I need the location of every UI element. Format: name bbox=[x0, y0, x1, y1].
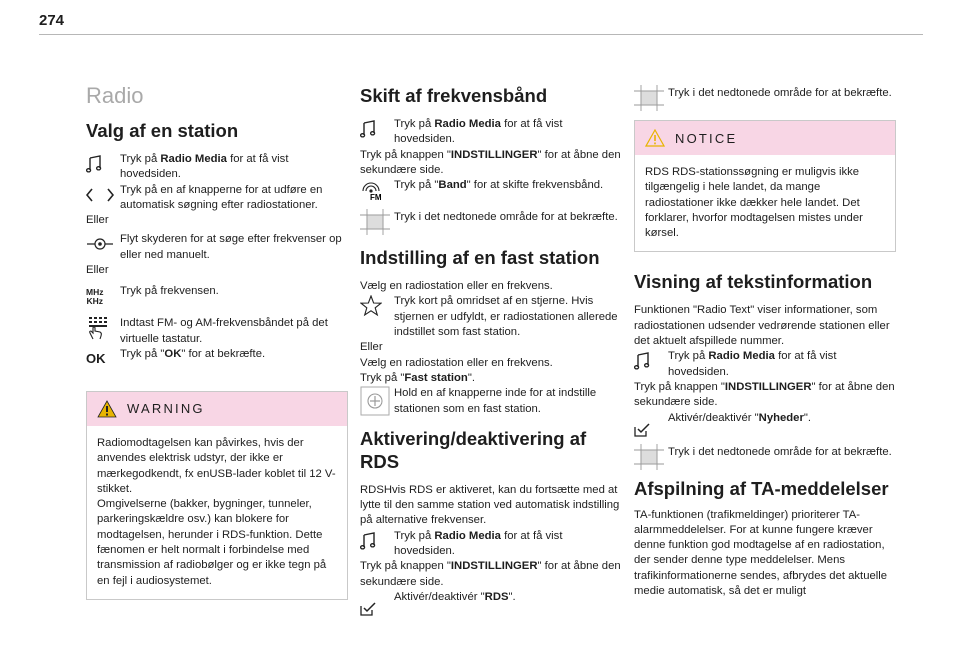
step-text: Aktivér/deaktivér "RDS". bbox=[394, 590, 516, 603]
heading-valg-station: Valg af en station bbox=[86, 120, 239, 141]
step-text: Tryk på "Band" for at skifte frekvensbånd. bbox=[394, 179, 604, 192]
step-text: Tryk i det nedtonede område for at bekræfte. bbox=[668, 87, 892, 99]
mhz-khz-icon: MHz KHz bbox=[86, 287, 104, 307]
heading-rds: Aktivering/deaktivering af RDS bbox=[360, 427, 587, 472]
step-text: Tryk på Radio Media for at få vist hovedsiden. bbox=[120, 153, 289, 181]
or-text: Eller bbox=[86, 214, 109, 227]
step-text: Tryk på Radio Media for at få vist hovedsiden. bbox=[394, 118, 563, 146]
music-note-icon bbox=[86, 152, 120, 176]
notice-box bbox=[634, 120, 896, 252]
step-slider bbox=[86, 232, 348, 263]
step-text: Tryk kort på omridset af en stjerne. Hvis stjernen er udfyldt, er radiostationen allerede indstillet som fast station. bbox=[394, 295, 618, 339]
step-ok bbox=[86, 347, 348, 371]
step-text: Tryk på frekvensen. bbox=[120, 285, 219, 298]
fm-radio-icon bbox=[360, 178, 394, 202]
step-star bbox=[360, 294, 622, 340]
greyed-area-icon bbox=[634, 445, 668, 469]
step-text: Tryk på knappen "INDSTILLINGER" for at åbne den sekundære side. bbox=[360, 560, 621, 588]
heading-skift-frekvensbaand: Skift af frekvensbånd bbox=[360, 85, 548, 106]
svg-text:FM: FM bbox=[370, 193, 382, 202]
column-1 bbox=[86, 80, 348, 600]
body-text: Tryk på "Fast station". bbox=[360, 371, 475, 384]
step-text: Aktivér/deaktivér "Nyheder". bbox=[668, 411, 812, 424]
ok-icon: OK bbox=[86, 351, 106, 367]
section-title-radio: Radio bbox=[86, 83, 144, 108]
body-text: Funktionen "Radio Text" viser informationer, som radiostationen udsender vedrørende stationen eller det aktuelt afspillede nummer. bbox=[634, 304, 890, 348]
step-radio-media bbox=[634, 349, 896, 380]
warning-box bbox=[86, 391, 348, 600]
step-text: Tryk på en af knapperne for at udføre en automatisk søgning efter radiostationer. bbox=[120, 183, 323, 211]
header-rule bbox=[39, 34, 923, 35]
step-rds-toggle bbox=[360, 590, 622, 616]
notice-header bbox=[635, 121, 895, 155]
heading-fast-station: Indstilling af en fast station bbox=[360, 247, 600, 269]
step-text: Tryk på Radio Media for at få vist hovedsiden. bbox=[668, 350, 837, 378]
warning-triangle-icon bbox=[97, 400, 117, 418]
body-text: Vælg en radiostation eller en frekvens. bbox=[360, 356, 553, 369]
column-3 bbox=[634, 80, 896, 599]
column-2 bbox=[360, 80, 622, 616]
music-note-icon bbox=[360, 117, 394, 141]
step-text: Tryk på Radio Media for at få vist hovedsiden. bbox=[394, 529, 563, 558]
or-text: Eller bbox=[86, 264, 109, 277]
slider-icon bbox=[86, 232, 120, 256]
page-number: 274 bbox=[39, 12, 65, 29]
step-text: Indtast FM- og AM-frekvensbåndet på det virtuelle tastatur. bbox=[120, 317, 328, 345]
music-note-icon bbox=[360, 529, 394, 553]
add-preset-icon bbox=[360, 386, 394, 416]
notice-label: NOTICE bbox=[675, 130, 738, 146]
body-text: TA-funktionen (trafikmeldinger) prioriterer TA-alarmmeddelelser. For at kunne fungere kræver denne funktion god modtagelse af en radiostation, der sender denne type meddelelser. Mens trafikinformationerne sendes, afbrydes det aktuelle medie automatisk, så det er muligt bbox=[634, 508, 888, 598]
music-note-icon bbox=[634, 349, 668, 373]
step-radio-media bbox=[86, 152, 348, 183]
greyed-area-icon bbox=[634, 86, 668, 110]
step-radio-media bbox=[360, 117, 622, 148]
chevrons-left-right-icon bbox=[86, 183, 120, 207]
or-text: Eller bbox=[360, 341, 383, 354]
step-band bbox=[360, 178, 622, 202]
step-keyboard bbox=[86, 316, 348, 347]
step-text: Tryk på knappen "INDSTILLINGER" for at åbne den sekundære side. bbox=[360, 148, 621, 176]
step-hold-button bbox=[360, 386, 622, 417]
warning-header bbox=[87, 392, 347, 426]
keypad-touch-icon bbox=[86, 316, 120, 340]
step-confirm bbox=[360, 210, 622, 234]
step-radio-media bbox=[360, 529, 622, 560]
greyed-area-icon bbox=[360, 210, 394, 234]
step-text: Tryk i det nedtonede område for at bekræfte. bbox=[668, 445, 892, 458]
step-confirm bbox=[634, 86, 896, 110]
body-text: Vælg en radiostation eller en frekvens. bbox=[360, 280, 553, 293]
checkbox-icon bbox=[634, 411, 668, 437]
notice-text: RDS RDS-stationssøgning er muligvis ikke tilgængelig i hele landet, da mange radiostationer ikke dækker hele landet. Det forklarer, hvorfor modtagelsen mistes under kørsel. bbox=[645, 166, 863, 240]
body-text: RDSHvis RDS er aktiveret, kan du fortsætte med at lytte til den samme station ved automatisk indstilling på alternative frekvenser. bbox=[360, 483, 620, 527]
heading-ta-meddelelser: Afspilning af TA-meddelelser bbox=[634, 477, 889, 499]
step-text: Hold en af knapperne inde for at indstille stationen som en fast station. bbox=[394, 387, 597, 415]
heading-tekstinformation: Visning af tekstinformation bbox=[634, 271, 873, 293]
warning-text: Radiomodtagelsen kan påvirkes, hvis der anvendes elektrisk udstyr, der ikke er mærkegodkendt, fx enUSB-lader koblet til 12 V-stikket. Omgivelserne (bakker, bygninger, tunneler, parkeringskældre osv.) kan blokere for modtagelsen, herunder i RDS-funktion. Dette fænomen er helt normalt i forbindelse med transmission af radiobølger og er ikke tegn på en fejl i audiosystemet. bbox=[97, 436, 336, 587]
warning-label: WARNING bbox=[127, 401, 205, 417]
checkbox-icon bbox=[360, 590, 394, 616]
step-text: Flyt skyderen for at søge efter frekvenser op eller ned manuelt. bbox=[120, 233, 342, 261]
step-nyheder-toggle bbox=[634, 411, 896, 437]
step-auto-search bbox=[86, 183, 348, 214]
notice-triangle-icon bbox=[645, 129, 665, 147]
step-text: Tryk i det nedtonede område for at bekræfte. bbox=[394, 211, 618, 224]
step-frequency bbox=[86, 284, 348, 310]
star-outline-icon bbox=[360, 294, 394, 318]
step-text: Tryk på knappen "INDSTILLINGER" for at åbne den sekundære side. bbox=[634, 380, 895, 409]
step-confirm bbox=[634, 445, 896, 469]
step-text: Tryk på "OK" for at bekræfte. bbox=[120, 347, 266, 360]
